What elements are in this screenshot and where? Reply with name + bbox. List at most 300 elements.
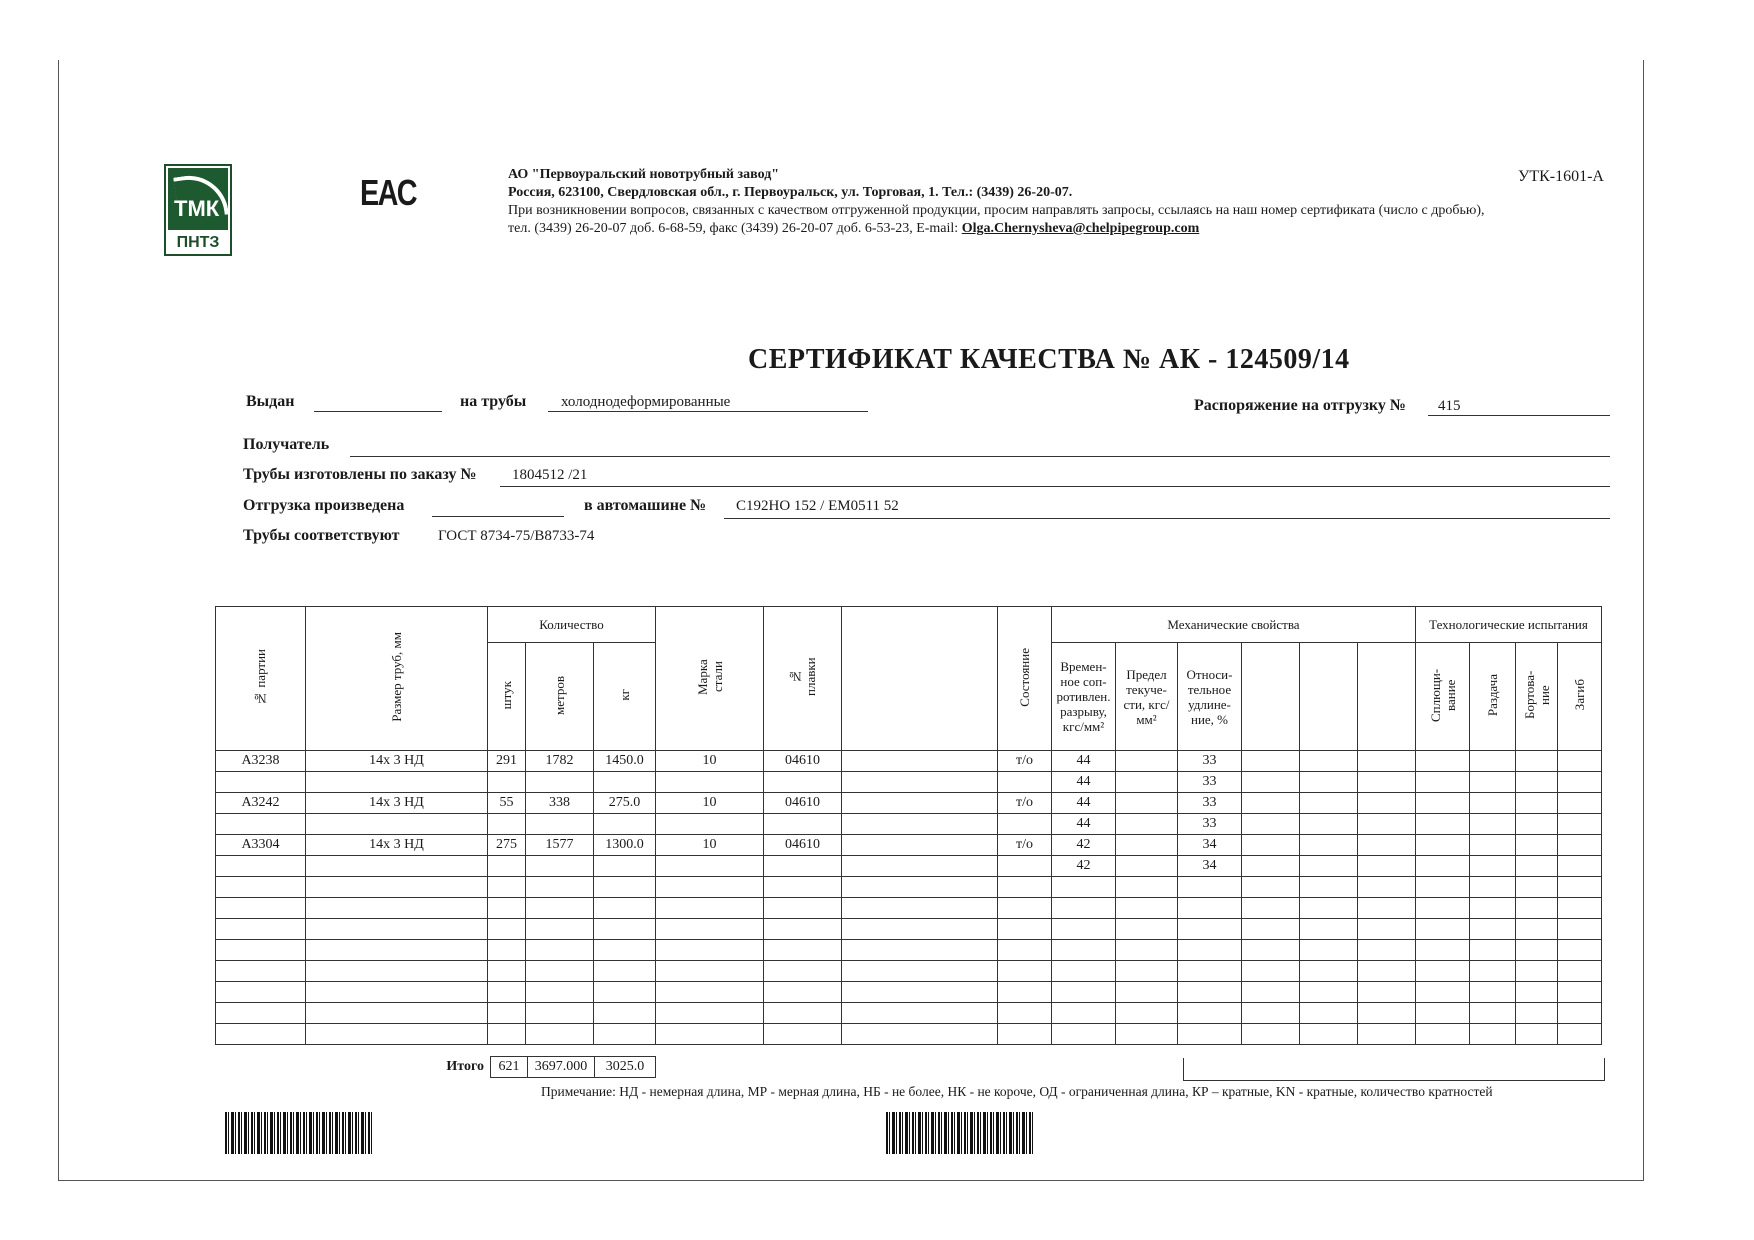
table-cell [1116, 793, 1178, 814]
table-row [216, 982, 1602, 1003]
table-cell [1516, 1003, 1558, 1024]
table-cell [488, 814, 526, 835]
table-cell [656, 919, 764, 940]
table-cell [1242, 919, 1300, 940]
table-cell [1300, 772, 1358, 793]
table-cell [998, 919, 1052, 940]
table-cell [594, 919, 656, 940]
table-cell [842, 751, 998, 772]
table-cell [1558, 1024, 1602, 1045]
comply-value: ГОСТ 8734-75/В8733-74 [438, 528, 595, 544]
table-cell [1358, 793, 1416, 814]
table-cell [1116, 877, 1178, 898]
table-cell [764, 856, 842, 877]
table-cell [1558, 835, 1602, 856]
header-flat: Сплющи-вание [1416, 643, 1470, 751]
header-tech: Технологические испытания [1416, 607, 1602, 643]
table-row [216, 835, 1602, 856]
table-cell [1558, 751, 1602, 772]
table-cell [1358, 856, 1416, 877]
table-cell [594, 898, 656, 919]
table-cell [1470, 940, 1516, 961]
table-cell [1558, 919, 1602, 940]
table-cell [656, 772, 764, 793]
table-cell [656, 1024, 764, 1045]
table-cell [842, 1003, 998, 1024]
table-cell [1416, 793, 1470, 814]
table-cell [842, 919, 998, 940]
table-cell [656, 856, 764, 877]
table-cell [306, 1003, 488, 1024]
table-cell [1416, 961, 1470, 982]
table-cell: 275.0 [594, 793, 656, 814]
table-cell [216, 814, 306, 835]
table-cell: А3242 [216, 793, 306, 814]
table-cell [1178, 982, 1242, 1003]
header-yield: Предел текуче-сти, кгс/мм² [1116, 643, 1178, 751]
table-row [216, 898, 1602, 919]
header-empty-2 [1300, 643, 1358, 751]
table-cell [488, 898, 526, 919]
table-cell [998, 1003, 1052, 1024]
table-cell [1300, 898, 1358, 919]
table-cell [216, 772, 306, 793]
table-cell [1558, 772, 1602, 793]
table-cell [1416, 940, 1470, 961]
table-cell [656, 898, 764, 919]
table-cell [1470, 1024, 1516, 1045]
order-label: Распоряжение на отгрузку № [1194, 397, 1406, 414]
table-cell [1416, 751, 1470, 772]
table-cell: 42 [1052, 856, 1116, 877]
pipes-label: на трубы [460, 393, 527, 410]
table-cell: 14х 3 НД [306, 835, 488, 856]
table-cell [1116, 919, 1178, 940]
table-cell [1558, 856, 1602, 877]
table-cell [306, 982, 488, 1003]
table-row [216, 919, 1602, 940]
table-cell [764, 814, 842, 835]
table-cell [1358, 898, 1416, 919]
table-cell [1116, 814, 1178, 835]
table-cell [1470, 877, 1516, 898]
table-cell [842, 898, 998, 919]
table-cell [526, 919, 594, 940]
table-cell [656, 940, 764, 961]
table-cell [1516, 898, 1558, 919]
table-cell [216, 877, 306, 898]
table-cell [488, 877, 526, 898]
table-cell: 33 [1178, 814, 1242, 835]
table-cell [216, 982, 306, 1003]
truck-value: С192НО 152 / ЕМ0511 52 [736, 498, 899, 514]
pipes-line [548, 411, 868, 412]
table-cell: 44 [1052, 772, 1116, 793]
table-cell [1516, 1024, 1558, 1045]
table-row [216, 877, 1602, 898]
table-cell [1300, 1024, 1358, 1045]
table-cell [1052, 877, 1116, 898]
table-cell [998, 1024, 1052, 1045]
table-cell [594, 940, 656, 961]
table-cell: 04610 [764, 793, 842, 814]
table-cell [998, 877, 1052, 898]
table-row [216, 961, 1602, 982]
pipes-value: холоднодеформированные [561, 394, 731, 410]
total-label: Итого [446, 1059, 484, 1074]
table-cell [1470, 772, 1516, 793]
table-cell [1416, 835, 1470, 856]
table-cell [1300, 961, 1358, 982]
header-heat: № плавки [764, 607, 842, 751]
table-cell [1242, 772, 1300, 793]
table-cell [842, 982, 998, 1003]
table-cell [842, 793, 998, 814]
header-party: № партии [216, 607, 306, 751]
table-cell: 1450.0 [594, 751, 656, 772]
table-cell [1558, 1003, 1602, 1024]
table-cell [1358, 814, 1416, 835]
table-cell [1470, 814, 1516, 835]
table-cell [1416, 1003, 1470, 1024]
company-address: Россия, 623100, Свердловская обл., г. Первоуральск, ул. Торговая, 1. Тел.: (3439) 26-20-07. [508, 185, 1073, 200]
table-cell [1242, 940, 1300, 961]
table-cell [1558, 814, 1602, 835]
table-cell [1416, 877, 1470, 898]
table-cell [306, 772, 488, 793]
table-cell [998, 856, 1052, 877]
table-cell [842, 772, 998, 793]
table-cell [764, 1003, 842, 1024]
table-row [216, 814, 1602, 835]
table-cell: 14х 3 НД [306, 751, 488, 772]
table-cell [656, 814, 764, 835]
table-cell [526, 940, 594, 961]
notice-text: При возникновении вопросов, связанных с качеством отгруженной продукции, просим направлять запросы, ссылаясь на наш номер сертификата (число с дробью), [508, 203, 1485, 218]
table-cell [216, 1024, 306, 1045]
table-cell [842, 961, 998, 982]
table-cell: 44 [1052, 814, 1116, 835]
table-cell [526, 898, 594, 919]
table-cell [1558, 898, 1602, 919]
table-cell: 33 [1178, 751, 1242, 772]
table-cell [1178, 1003, 1242, 1024]
table-cell: 33 [1178, 772, 1242, 793]
header-quantity: Количество [488, 607, 656, 643]
table-cell [1416, 898, 1470, 919]
table-cell [1116, 1024, 1178, 1045]
table-cell: 42 [1052, 835, 1116, 856]
table-cell [1300, 814, 1358, 835]
totals-table [440, 1056, 656, 1078]
table-cell [1416, 1024, 1470, 1045]
made-value: 1804512 /21 [512, 467, 588, 483]
header-empty-3 [1358, 643, 1416, 751]
table-cell [842, 877, 998, 898]
table-row [216, 751, 1602, 772]
form-code: УТК-1601-А [1518, 168, 1604, 185]
table-cell [1300, 856, 1358, 877]
header-blank [842, 607, 998, 751]
eac-mark: EAC [360, 172, 417, 213]
table-cell [1516, 856, 1558, 877]
table-cell: А3238 [216, 751, 306, 772]
table-cell: 275 [488, 835, 526, 856]
table-cell [1470, 793, 1516, 814]
header-bend: Загиб [1558, 643, 1602, 751]
table-cell [656, 1003, 764, 1024]
table-cell [1558, 877, 1602, 898]
table-cell [1358, 877, 1416, 898]
header-tensile: Времен-ное соп-ротивлен. разрыву, кгс/мм² [1052, 643, 1116, 751]
table-cell: 1300.0 [594, 835, 656, 856]
table-cell [1516, 814, 1558, 835]
total-meters: 3697.000 [528, 1057, 595, 1078]
table-cell [656, 877, 764, 898]
table-cell [1416, 919, 1470, 940]
table-cell: 04610 [764, 835, 842, 856]
order-value: 415 [1438, 398, 1461, 414]
table-cell [1116, 835, 1178, 856]
table-cell [1516, 772, 1558, 793]
table-cell [998, 898, 1052, 919]
table-cell [594, 814, 656, 835]
table-cell [1052, 940, 1116, 961]
table-cell [1178, 898, 1242, 919]
table-cell [306, 961, 488, 982]
table-cell [594, 772, 656, 793]
table-cell [1470, 898, 1516, 919]
table-cell [998, 961, 1052, 982]
total-kg: 3025.0 [595, 1057, 656, 1078]
table-cell [1116, 940, 1178, 961]
order-line [1428, 415, 1610, 416]
table-cell [1116, 961, 1178, 982]
table-cell: 10 [656, 835, 764, 856]
table-cell [1242, 961, 1300, 982]
header-size: Размер труб, мм [306, 607, 488, 751]
table-cell [1300, 940, 1358, 961]
table-cell [1300, 982, 1358, 1003]
table-cell: 55 [488, 793, 526, 814]
table-cell [764, 940, 842, 961]
table-cell [764, 877, 842, 898]
table-cell [488, 961, 526, 982]
table-cell [1116, 856, 1178, 877]
table-cell [842, 940, 998, 961]
table-cell [1470, 982, 1516, 1003]
table-cell [1178, 961, 1242, 982]
totals-empty-box [1183, 1058, 1605, 1081]
table-cell [1178, 940, 1242, 961]
table-cell: 34 [1178, 856, 1242, 877]
made-label: Трубы изготовлены по заказу № [243, 466, 477, 483]
table-cell [216, 940, 306, 961]
table-cell [306, 898, 488, 919]
table-cell: 10 [656, 793, 764, 814]
email-link[interactable]: Olga.Chernysheva@chelpipegroup.com [961, 221, 1200, 236]
table-cell [1516, 982, 1558, 1003]
table-cell [306, 814, 488, 835]
table-cell [1242, 1024, 1300, 1045]
table-cell [1358, 751, 1416, 772]
total-pcs: 621 [491, 1057, 528, 1078]
truck-line [724, 518, 1610, 519]
table-cell [1358, 835, 1416, 856]
table-cell [216, 1003, 306, 1024]
table-cell [764, 961, 842, 982]
table-cell: 04610 [764, 751, 842, 772]
table-cell [1242, 877, 1300, 898]
table-cell [306, 856, 488, 877]
company-name: АО "Первоуральский новотрубный завод" [508, 167, 780, 182]
header-elong: Относи-тельное удлине-ние, % [1178, 643, 1242, 751]
header-meters: метров [526, 643, 594, 751]
table-cell [526, 961, 594, 982]
table-cell [1358, 1003, 1416, 1024]
table-cell [998, 814, 1052, 835]
table-cell [998, 982, 1052, 1003]
table-cell [526, 856, 594, 877]
table-cell [764, 898, 842, 919]
table-cell [1116, 1003, 1178, 1024]
table-cell [1558, 961, 1602, 982]
issued-line [314, 411, 442, 412]
table-cell [842, 856, 998, 877]
table-cell [1558, 793, 1602, 814]
table-cell [1470, 856, 1516, 877]
table-cell [1300, 835, 1358, 856]
table-cell: 33 [1178, 793, 1242, 814]
table-cell [1470, 919, 1516, 940]
table-cell [488, 982, 526, 1003]
header-steel: Марка стали [656, 607, 764, 751]
table-cell [1242, 898, 1300, 919]
issued-label: Выдан [246, 393, 295, 410]
table-cell: 338 [526, 793, 594, 814]
table-cell [764, 772, 842, 793]
table-cell [1358, 961, 1416, 982]
table-cell [1052, 1003, 1116, 1024]
table-cell: А3304 [216, 835, 306, 856]
table-cell: 1577 [526, 835, 594, 856]
table-cell [1516, 751, 1558, 772]
barcode-left [225, 1112, 373, 1154]
table-cell [594, 856, 656, 877]
table-cell [1358, 919, 1416, 940]
table-cell [1358, 982, 1416, 1003]
table-cell [1516, 919, 1558, 940]
table-cell: т/о [998, 751, 1052, 772]
table-cell [1178, 1024, 1242, 1045]
table-cell [526, 814, 594, 835]
table-cell [1516, 877, 1558, 898]
header-pcs: штук [488, 643, 526, 751]
table-cell [1116, 982, 1178, 1003]
table-cell [526, 1003, 594, 1024]
table-cell [526, 982, 594, 1003]
certificate-table [215, 606, 1602, 1045]
table-cell [1300, 793, 1358, 814]
recipient-line [350, 456, 1610, 457]
table-cell [1242, 1003, 1300, 1024]
table-cell [656, 982, 764, 1003]
header-empty-1 [1242, 643, 1300, 751]
table-cell [594, 982, 656, 1003]
company-header [508, 166, 1484, 238]
header-state: Состояние [998, 607, 1052, 751]
table-cell [488, 919, 526, 940]
table-cell [594, 1003, 656, 1024]
table-cell [764, 1024, 842, 1045]
table-cell [764, 982, 842, 1003]
table-cell [306, 940, 488, 961]
table-cell: 291 [488, 751, 526, 772]
table-cell: 44 [1052, 751, 1116, 772]
table-cell [488, 772, 526, 793]
table-cell [1116, 898, 1178, 919]
table-cell [1558, 940, 1602, 961]
table-cell [306, 919, 488, 940]
table-cell [1242, 814, 1300, 835]
made-line [500, 486, 1610, 487]
table-cell [1416, 772, 1470, 793]
table-cell [526, 1024, 594, 1045]
company-logo: ТМК ПНТЗ [164, 164, 232, 256]
table-cell [216, 856, 306, 877]
table-cell [1416, 982, 1470, 1003]
table-cell [1116, 751, 1178, 772]
table-cell [1516, 793, 1558, 814]
table-cell [306, 877, 488, 898]
table-row [216, 856, 1602, 877]
table-cell: 1782 [526, 751, 594, 772]
table-cell [1178, 877, 1242, 898]
table-cell [488, 1003, 526, 1024]
table-cell [594, 1024, 656, 1045]
table-cell [1416, 856, 1470, 877]
table-row [216, 793, 1602, 814]
table-cell [1358, 772, 1416, 793]
barcode-right [886, 1112, 1034, 1154]
table-cell [488, 856, 526, 877]
table-cell [306, 1024, 488, 1045]
table-cell [842, 1024, 998, 1045]
header-kg: кг [594, 643, 656, 751]
truck-label: в автомашине № [584, 497, 707, 514]
table-cell: 10 [656, 751, 764, 772]
table-cell [216, 898, 306, 919]
table-cell [488, 1024, 526, 1045]
table-cell [656, 961, 764, 982]
table-cell [1052, 919, 1116, 940]
table-cell [1242, 751, 1300, 772]
table-cell [1052, 982, 1116, 1003]
table-cell [1052, 898, 1116, 919]
table-cell [1516, 961, 1558, 982]
table-cell [216, 919, 306, 940]
table-cell [842, 835, 998, 856]
recipient-label: Получатель [243, 436, 330, 453]
table-cell [594, 877, 656, 898]
table-cell [1358, 940, 1416, 961]
table-cell [1178, 919, 1242, 940]
certificate-title: СЕРТИФИКАТ КАЧЕСТВА № АК - 124509/14 [748, 344, 1350, 375]
table-cell [1516, 835, 1558, 856]
table-cell [998, 940, 1052, 961]
table-cell [1242, 835, 1300, 856]
table-cell: т/о [998, 835, 1052, 856]
